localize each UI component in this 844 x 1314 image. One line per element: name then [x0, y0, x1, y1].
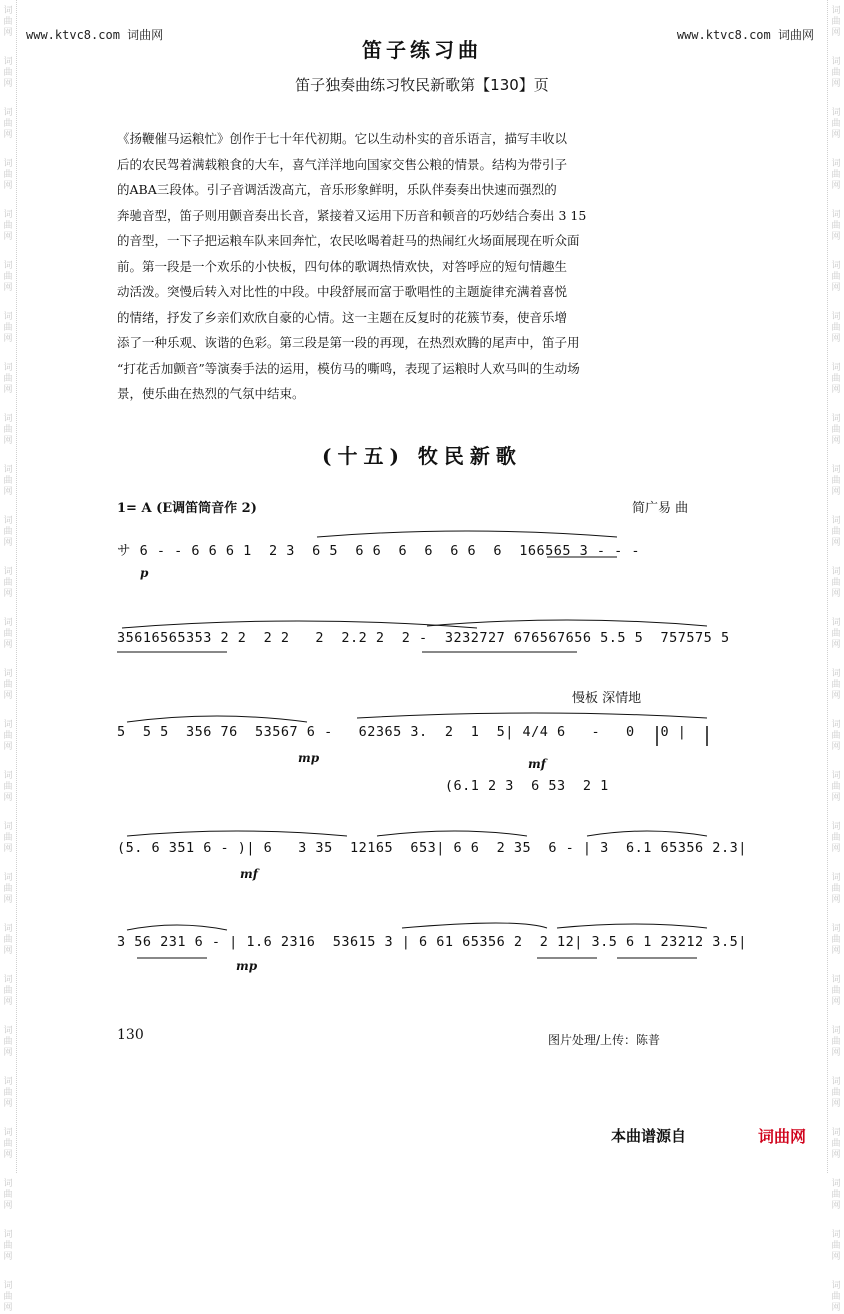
watermark-char: 词	[831, 873, 841, 883]
watermark-char: 网	[3, 1150, 13, 1160]
watermark-char: 词	[831, 1281, 841, 1291]
intro-line: 《扬鞭催马运粮忙》创作于七十年代初期。它以生动朴实的音乐语言，描写丰收以	[117, 131, 568, 146]
watermark-char: 曲	[3, 884, 13, 894]
notation-line: (6.1 2 3 6 53 2 1	[117, 778, 609, 794]
watermark-char: 词	[3, 6, 13, 16]
watermark-char: 曲	[831, 1139, 841, 1149]
watermark-char: 曲	[831, 1292, 841, 1302]
intro-line: 景，使乐曲在热烈的气氛中结束。	[117, 386, 305, 401]
watermark-char: 曲	[831, 680, 841, 690]
intro-line: 添了一种乐观、诙谐的色彩。第三段是第一段的再现，在热烈欢腾的尾声中，笛子用	[117, 335, 580, 350]
watermark-char: 网	[831, 640, 841, 650]
watermark-char-group	[3, 465, 12, 498]
notation-line: 3 56 231 6 - | 1.6 2316 53615 3 | 6 61 65356 2 2 12| 3.5 6 1 23212 3.5|	[117, 934, 747, 950]
left-watermark-strip	[0, 0, 17, 1313]
watermark-char: 词	[3, 771, 13, 781]
watermark-char: 词	[3, 210, 13, 220]
watermark-char-group	[831, 1026, 840, 1059]
watermark-char: 词	[831, 516, 841, 526]
watermark-char: 曲	[3, 68, 13, 78]
watermark-char: 曲	[3, 527, 13, 537]
watermark-char-group	[3, 210, 12, 243]
watermark-char: 曲	[3, 221, 13, 231]
watermark-char: 曲	[3, 1241, 13, 1251]
watermark-char: 网	[3, 487, 13, 497]
watermark-char: 曲	[831, 527, 841, 537]
watermark-char: 词	[3, 108, 13, 118]
watermark-char: 词	[3, 669, 13, 679]
watermark-char: 曲	[3, 1292, 13, 1302]
watermark-char: 词	[3, 1128, 13, 1138]
watermark-char: 曲	[831, 782, 841, 792]
intro-line: 的ABA三段体。引子音调活泼高亢，音乐形象鲜明，乐队伴奏奏出快速而强烈的	[117, 182, 557, 197]
watermark-char-group	[3, 261, 12, 294]
dynamic-marking: mp	[236, 959, 258, 973]
dynamic-marking: mf	[528, 757, 546, 771]
watermark-char: 网	[3, 946, 13, 956]
page-subtitle: 笛子独奏曲练习牧民新歌第【130】页	[295, 76, 549, 94]
watermark-char: 词	[3, 1230, 13, 1240]
watermark-char: 曲	[3, 17, 13, 27]
watermark-char: 网	[3, 232, 13, 242]
watermark-char-group	[3, 159, 12, 192]
watermark-char: 词	[3, 720, 13, 730]
watermark-char: 网	[831, 436, 841, 446]
watermark-char-group	[831, 618, 840, 651]
watermark-char: 网	[831, 1150, 841, 1160]
watermark-char: 词	[831, 1077, 841, 1087]
intro-text	[117, 126, 707, 407]
watermark-char: 网	[831, 130, 841, 140]
watermark-char: 词	[3, 261, 13, 271]
watermark-char-group	[831, 363, 840, 396]
watermark-char: 曲	[3, 731, 13, 741]
watermark-char: 网	[831, 487, 841, 497]
watermark-char-group	[831, 822, 840, 855]
watermark-char: 曲	[3, 323, 13, 333]
watermark-char: 词	[3, 465, 13, 475]
watermark-char: 网	[3, 334, 13, 344]
watermark-char: 网	[3, 844, 13, 854]
watermark-char: 网	[3, 589, 13, 599]
watermark-char-group	[3, 924, 12, 957]
watermark-char: 网	[3, 997, 13, 1007]
watermark-char: 曲	[831, 986, 841, 996]
watermark-char: 曲	[3, 833, 13, 843]
watermark-char-group	[831, 1077, 840, 1110]
watermark-char: 网	[3, 1201, 13, 1211]
watermark-char: 词	[3, 618, 13, 628]
watermark-char: 网	[831, 334, 841, 344]
watermark-char: 词	[831, 210, 841, 220]
watermark-char-group	[3, 669, 12, 702]
watermark-char: 曲	[831, 119, 841, 129]
watermark-char-group	[831, 261, 840, 294]
watermark-char: 曲	[3, 272, 13, 282]
watermark-char-group	[831, 465, 840, 498]
watermark-char-group	[831, 1179, 840, 1212]
watermark-char: 网	[831, 1201, 841, 1211]
watermark-char: 曲	[831, 731, 841, 741]
watermark-char: 曲	[3, 782, 13, 792]
score-row-2	[117, 618, 730, 658]
source-label: 本曲谱源自	[611, 1127, 687, 1145]
page-number: 130	[117, 1027, 144, 1043]
watermark-char-group	[3, 567, 12, 600]
watermark-char-group	[831, 720, 840, 753]
watermark-char: 网	[831, 844, 841, 854]
watermark-char-group	[3, 312, 12, 345]
watermark-char: 网	[3, 691, 13, 701]
brand-logo[interactable]: 词曲网	[758, 1127, 807, 1146]
watermark-char-group	[3, 1281, 12, 1314]
watermark-char-group	[831, 924, 840, 957]
watermark-char: 曲	[831, 1241, 841, 1251]
watermark-char: 曲	[3, 170, 13, 180]
watermark-char: 网	[3, 1048, 13, 1058]
watermark-char-group	[831, 771, 840, 804]
upload-credit: 图片处理/上传：陈普	[548, 1033, 661, 1047]
watermark-char: 曲	[831, 1088, 841, 1098]
watermark-char: 曲	[831, 374, 841, 384]
watermark-char: 曲	[3, 476, 13, 486]
watermark-char: 网	[831, 1048, 841, 1058]
watermark-char: 网	[3, 640, 13, 650]
watermark-char: 网	[831, 793, 841, 803]
tempo-marking: 慢板 深情地	[572, 691, 642, 706]
watermark-char-group	[831, 108, 840, 141]
dynamic-marking: mp	[298, 751, 320, 765]
notation-line: 35616565353 2 2 2 2 2 2.2 2 2 - 3232727 676567656 5.5 5 757575 5	[117, 630, 730, 646]
watermark-char: 网	[3, 1303, 13, 1313]
watermark-char: 词	[831, 1128, 841, 1138]
watermark-char: 词	[831, 771, 841, 781]
notation-line: 5 5 5 356 76 53567 6 - 62365 3. 2 1 5| 4/4 6 - 0 0 |	[117, 724, 687, 740]
watermark-char: 曲	[831, 884, 841, 894]
watermark-char-group	[3, 873, 12, 906]
watermark-char: 词	[831, 618, 841, 628]
watermark-char: 词	[3, 516, 13, 526]
dynamic-marking: p	[140, 566, 149, 580]
watermark-char: 曲	[831, 272, 841, 282]
watermark-char: 曲	[3, 1088, 13, 1098]
watermark-char-group	[831, 1230, 840, 1263]
watermark-char: 网	[831, 1099, 841, 1109]
watermark-char-group	[831, 975, 840, 1008]
watermark-char: 词	[3, 414, 13, 424]
watermark-char: 曲	[831, 1037, 841, 1047]
watermark-char-group	[3, 618, 12, 651]
watermark-char: 网	[3, 283, 13, 293]
watermark-char: 网	[3, 1252, 13, 1262]
watermark-char-group	[3, 975, 12, 1008]
watermark-char: 曲	[3, 986, 13, 996]
watermark-char: 网	[831, 232, 841, 242]
watermark-char: 词	[831, 159, 841, 169]
notation-line: (5. 6 351 6 - )| 6 3 35 12165 653| 6 6 2 35 6 - | 3 6.1 65356 2.3|	[117, 840, 747, 856]
watermark-char-group	[831, 159, 840, 192]
watermark-char: 曲	[831, 629, 841, 639]
watermark-char: 曲	[831, 1190, 841, 1200]
watermark-char: 曲	[3, 1139, 13, 1149]
watermark-char: 曲	[3, 578, 13, 588]
score-row-5	[117, 922, 747, 962]
watermark-char: 曲	[831, 17, 841, 27]
watermark-char: 词	[831, 414, 841, 424]
watermark-char: 网	[831, 742, 841, 752]
watermark-char-group	[3, 1230, 12, 1263]
watermark-char: 词	[831, 1230, 841, 1240]
right-watermark-strip	[827, 0, 844, 1313]
intro-line: 后的农民驾着满载粮食的大车，喜气洋洋地向国家交售公粮的情景。结构为带引子	[117, 156, 568, 172]
watermark-char: 网	[831, 538, 841, 548]
watermark-char: 词	[831, 363, 841, 373]
watermark-char: 网	[831, 181, 841, 191]
intro-line: 前。第一段是一个欢乐的小快板，四句体的歌调热情欢快，对答呼应的短句情趣生	[117, 258, 568, 274]
watermark-char: 词	[3, 159, 13, 169]
watermark-char: 曲	[831, 221, 841, 231]
watermark-char-group	[3, 1179, 12, 1212]
watermark-char-group	[831, 516, 840, 549]
watermark-char: 网	[831, 28, 841, 38]
watermark-char: 曲	[831, 833, 841, 843]
intro-line: “打花舌加颤音”等演奏手法的运用，模仿马的嘶鸣，表现了运粮时人欢马叫的生动场	[117, 360, 580, 376]
watermark-char: 词	[831, 261, 841, 271]
watermark-char: 词	[831, 1179, 841, 1189]
dynamic-marking: mf	[240, 867, 258, 881]
watermark-char: 网	[831, 691, 841, 701]
watermark-char-group	[3, 1077, 12, 1110]
watermark-char: 网	[831, 283, 841, 293]
watermark-char: 词	[831, 465, 841, 475]
watermark-char-group	[3, 363, 12, 396]
watermark-char-group	[3, 108, 12, 141]
watermark-char: 词	[3, 873, 13, 883]
page-title: 笛子练习曲	[362, 38, 482, 62]
score-row-1	[117, 527, 712, 567]
watermark-char: 曲	[3, 1190, 13, 1200]
score-title: (十五) 牧民新歌	[322, 444, 522, 468]
watermark-char: 词	[3, 1077, 13, 1087]
watermark-char: 词	[3, 57, 13, 67]
watermark-char: 词	[3, 975, 13, 985]
watermark-char: 词	[831, 6, 841, 16]
watermark-char: 网	[831, 1303, 841, 1313]
watermark-char: 词	[831, 57, 841, 67]
watermark-char: 词	[831, 669, 841, 679]
watermark-char: 网	[831, 946, 841, 956]
watermark-char-group	[3, 822, 12, 855]
watermark-name: 词曲网	[777, 28, 814, 42]
watermark-char-group	[831, 873, 840, 906]
watermark-char: 网	[3, 28, 13, 38]
watermark-char: 网	[831, 589, 841, 599]
watermark-char: 词	[831, 1026, 841, 1036]
watermark-char: 曲	[831, 476, 841, 486]
watermark-char: 词	[3, 312, 13, 322]
watermark-name: 词曲网	[127, 28, 164, 42]
intro-line: 奔驰音型，笛子则用颤音奏出长音，紧接着又运用下历音和顿音的巧妙结合奏出 3 15	[117, 207, 587, 223]
watermark-char: 词	[3, 924, 13, 934]
watermark-char: 词	[831, 312, 841, 322]
score-row-4	[117, 828, 747, 868]
watermark-char: 网	[831, 895, 841, 905]
watermark-char: 曲	[831, 935, 841, 945]
watermark-char: 词	[3, 822, 13, 832]
watermark-char: 词	[3, 1179, 13, 1189]
watermark-char: 网	[3, 538, 13, 548]
watermark-char-group	[831, 210, 840, 243]
watermark-char: 网	[831, 79, 841, 89]
watermark-char: 曲	[831, 323, 841, 333]
watermark-char: 词	[3, 1281, 13, 1291]
watermark-char: 网	[3, 895, 13, 905]
watermark-char: 曲	[3, 374, 13, 384]
watermark-char: 网	[3, 793, 13, 803]
watermark-char-group	[3, 516, 12, 549]
watermark-char-group	[3, 720, 12, 753]
watermark-char: 词	[3, 567, 13, 577]
watermark-char-group	[831, 669, 840, 702]
watermark-char-group	[3, 771, 12, 804]
watermark-char: 词	[3, 363, 13, 373]
watermark-char: 网	[831, 385, 841, 395]
intro-line: 动活泼。突慢后转入对比性的中段。中段舒展而富于歌唱性的主题旋律充满着喜悦	[117, 284, 568, 299]
score-row-3	[117, 712, 712, 752]
composer: 简广易 曲	[632, 501, 689, 516]
watermark-char: 网	[3, 130, 13, 140]
watermark-char: 网	[831, 1252, 841, 1262]
watermark-char: 词	[831, 108, 841, 118]
watermark-char-group	[3, 1026, 12, 1059]
watermark-char: 词	[831, 567, 841, 577]
watermark-char: 网	[3, 385, 13, 395]
watermark-site: www.ktvc8.com	[26, 28, 120, 42]
watermark-char: 曲	[3, 1037, 13, 1047]
watermark-char: 词	[831, 822, 841, 832]
watermark-char: 曲	[831, 578, 841, 588]
watermark-char: 词	[831, 924, 841, 934]
watermark-char: 曲	[831, 425, 841, 435]
watermark-char: 曲	[3, 935, 13, 945]
score-row-3b	[117, 766, 712, 806]
watermark-char: 词	[831, 720, 841, 730]
watermark-char-group	[831, 1281, 840, 1314]
watermark-char: 网	[3, 742, 13, 752]
watermark-char-group	[3, 1128, 12, 1161]
watermark-char-group	[831, 1128, 840, 1161]
watermark-char: 网	[3, 1099, 13, 1109]
watermark-char: 词	[3, 1026, 13, 1036]
key-signature: 1= A (E调笛筒音作 2)	[117, 501, 257, 516]
intro-line: 的情绪，抒发了乡亲们欢欣自豪的心情。这一主题在反复时的花簇节奏，使音乐增	[117, 309, 568, 325]
notation-line: サ 6 - - 6 6 6 1 2 3 6 5 6 6 6 6 6 6 6 166565 3 - - -	[117, 543, 641, 559]
watermark-char: 网	[3, 436, 13, 446]
watermark-char-group	[831, 312, 840, 345]
watermark-char: 曲	[3, 629, 13, 639]
watermark-site: www.ktvc8.com	[676, 28, 771, 42]
watermark-char: 曲	[831, 170, 841, 180]
intro-line: 的音型，一下子把运粮车队来回奔忙，农民吆喝着赶马的热闹红火场面展现在听众面	[117, 233, 580, 248]
watermark-char: 网	[831, 997, 841, 1007]
watermark-char: 网	[3, 79, 13, 89]
watermark-char: 曲	[3, 680, 13, 690]
watermark-char-group	[831, 567, 840, 600]
watermark-char: 曲	[831, 68, 841, 78]
watermark-char: 曲	[3, 119, 13, 129]
watermark-char: 曲	[3, 425, 13, 435]
watermark-char: 词	[831, 975, 841, 985]
watermark-char: 网	[3, 181, 13, 191]
